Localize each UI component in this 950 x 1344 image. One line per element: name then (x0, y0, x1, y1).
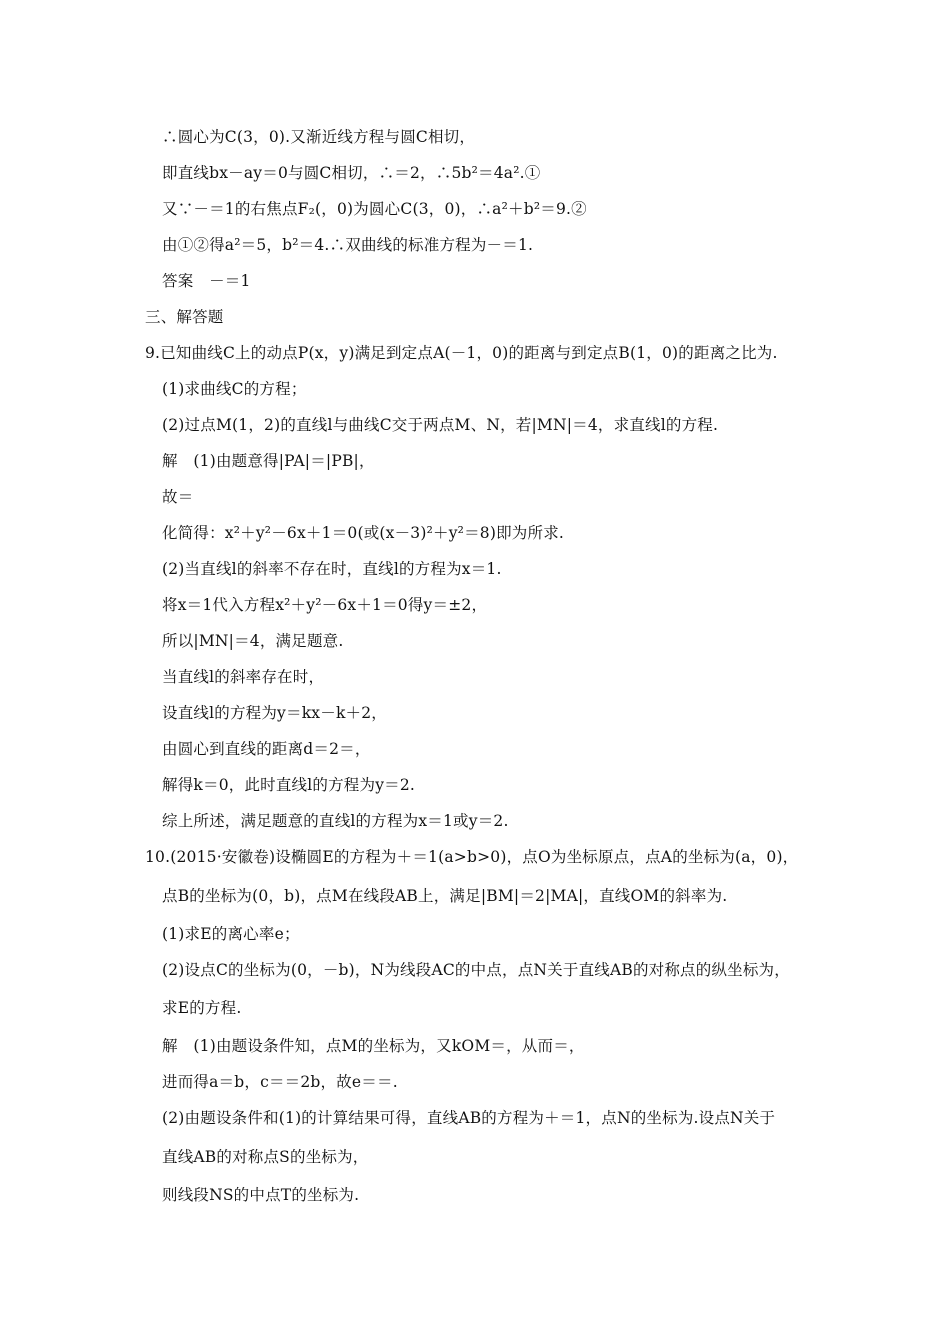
text-line: 直线AB的对称点S的坐标为， (162, 1148, 369, 1166)
text-line: 综上所述，满足题意的直线l的方程为x＝1或y＝2. (162, 812, 509, 830)
section-heading: 三、解答题 (145, 308, 224, 326)
text-line: 当直线l的斜率存在时， (162, 668, 325, 686)
text-line: 点B的坐标为(0，b)，点M在线段AB上，满足|BM|＝2|MA|，直线OM的斜率为. (162, 887, 728, 905)
question-10: 10.(2015·安徽卷)设椭圆E的方程为＋＝1(a>b>0)，点O为坐标原点，点A的坐标为(a，0)， (145, 848, 799, 866)
text-line: 进而得a＝b，c＝＝2b，故e＝＝. (162, 1073, 398, 1091)
text-line: 解得k＝0，此时直线l的方程为y＝2. (162, 776, 416, 794)
text-line: 则线段NS的中点T的坐标为. (162, 1186, 360, 1204)
text-line: (1)求曲线C的方程； (162, 380, 307, 398)
question-9: 9.已知曲线C上的动点P(x，y)满足到定点A(－1，0)的距离与到定点B(1，0)的距离之比为. (145, 344, 778, 362)
text-line: (2)设点C的坐标为(0，－b)，N为线段AC的中点，点N关于直线AB的对称点的纵坐标为， (162, 961, 790, 979)
text-line: (1)求E的离心率e； (162, 925, 300, 943)
text-line: 由①②得a²＝5，b²＝4.∴双曲线的标准方程为－＝1. (162, 236, 534, 254)
text-line: 又∵－＝1的右焦点F₂(，0)为圆心C(3，0)，∴a²＋b²＝9.② (162, 200, 587, 218)
text-line: 解 (1)由题意得|PA|＝|PB|， (162, 452, 375, 470)
text-line: 解 (1)由题设条件知，点M的坐标为，又kOM＝，从而＝， (162, 1037, 585, 1055)
text-line: ∴圆心为C(3，0).又渐近线方程与圆C相切， (162, 128, 476, 146)
text-line: 将x＝1代入方程x²＋y²－6x＋1＝0得y＝±2， (162, 596, 488, 614)
text-line: 由圆心到直线的距离d＝2＝， (162, 740, 371, 758)
text-line: (2)由题设条件和(1)的计算结果可得，直线AB的方程为＋＝1，点N的坐标为.设点N关于 (162, 1109, 776, 1127)
text-line: 设直线l的方程为y＝kx－k＋2， (162, 704, 388, 722)
text-line: (2)过点M(1，2)的直线l与曲线C交于两点M、N，若|MN|＝4，求直线l的方程. (162, 416, 719, 434)
text-line: (2)当直线l的斜率不存在时，直线l的方程为x＝1. (162, 560, 502, 578)
text-line: 化简得：x²＋y²－6x＋1＝0(或(x－3)²＋y²＝8)即为所求. (162, 524, 565, 542)
text-line: 求E的方程. (162, 999, 242, 1017)
text-line: 即直线bx－ay＝0与圆C相切，∴＝2，∴5b²＝4a².① (162, 164, 541, 182)
text-line: 故＝ (162, 488, 194, 506)
text-line: 所以|MN|＝4，满足题意. (162, 632, 344, 650)
text-line: 答案 －＝1 (162, 272, 251, 290)
